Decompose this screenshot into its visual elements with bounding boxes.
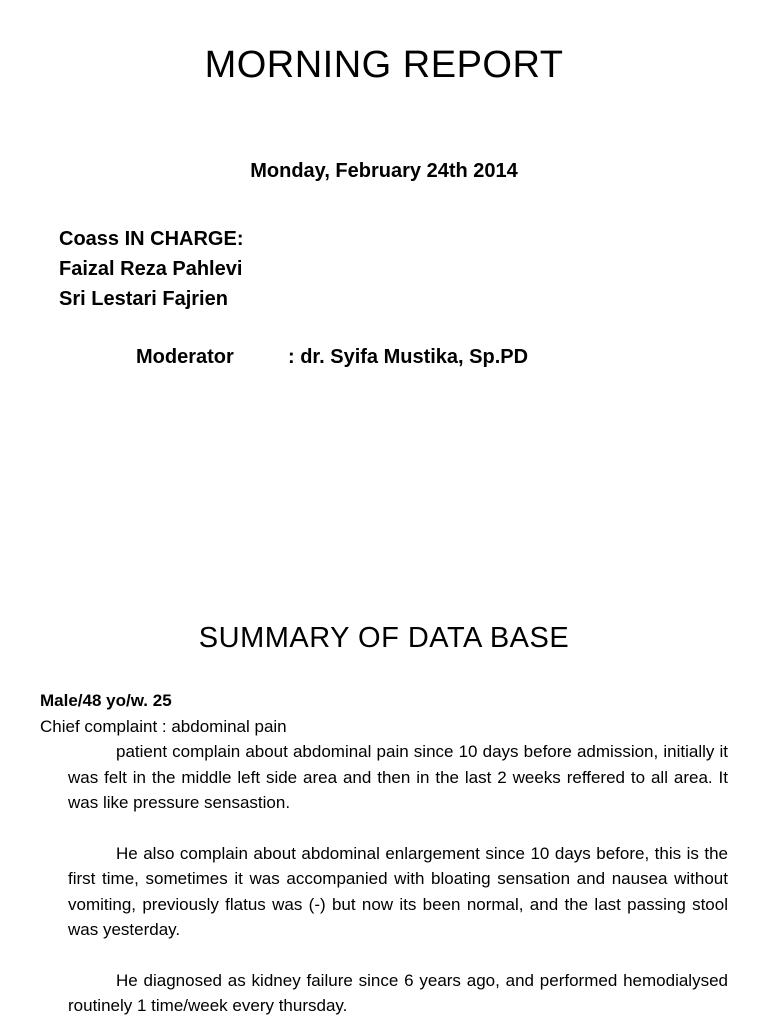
moderator-value: : dr. Syifa Mustika, Sp.PD — [288, 346, 529, 368]
coass-heading: Coass IN CHARGE: — [59, 228, 244, 250]
summary-slide — [0, 576, 768, 1024]
coass-member: Sri Lestari Fajrien — [59, 288, 228, 310]
patient-id: Male/48 yo/w. 25 — [40, 691, 172, 710]
moderator-label: Moderator — [136, 346, 234, 368]
report-date: Monday, February 24th 2014 — [250, 160, 518, 182]
chief-complaint: Chief complaint : abdominal pain — [40, 716, 287, 736]
history-paragraph: He also complain about abdominal enlargement since 10 days before, this is the first time, sometimes it was accompanied with bloating sensation and nausea without vomiting, previously flatus was (-) but now its been normal, and the last passing stool was yesterday. — [68, 843, 728, 939]
history-paragraph: patient complain about abdominal pain since 10 days before admission, initially it was felt in the middle left side area and then in the last 2 weeks reffered to all area. It was like pressure sensastion. — [68, 742, 728, 812]
moderator-line — [136, 346, 528, 369]
slide-title: MORNING REPORT — [204, 44, 564, 86]
summary-body — [40, 688, 728, 1019]
history-paragraph: He diagnosed as kidney failure since 6 years ago, and performed hemodialysed routinely 1 time/week every thursday. — [68, 970, 728, 1015]
slide-title: SUMMARY OF DATA BASE — [198, 622, 570, 654]
coass-in-charge — [59, 224, 243, 314]
coass-member: Faizal Reza Pahlevi — [59, 258, 243, 280]
